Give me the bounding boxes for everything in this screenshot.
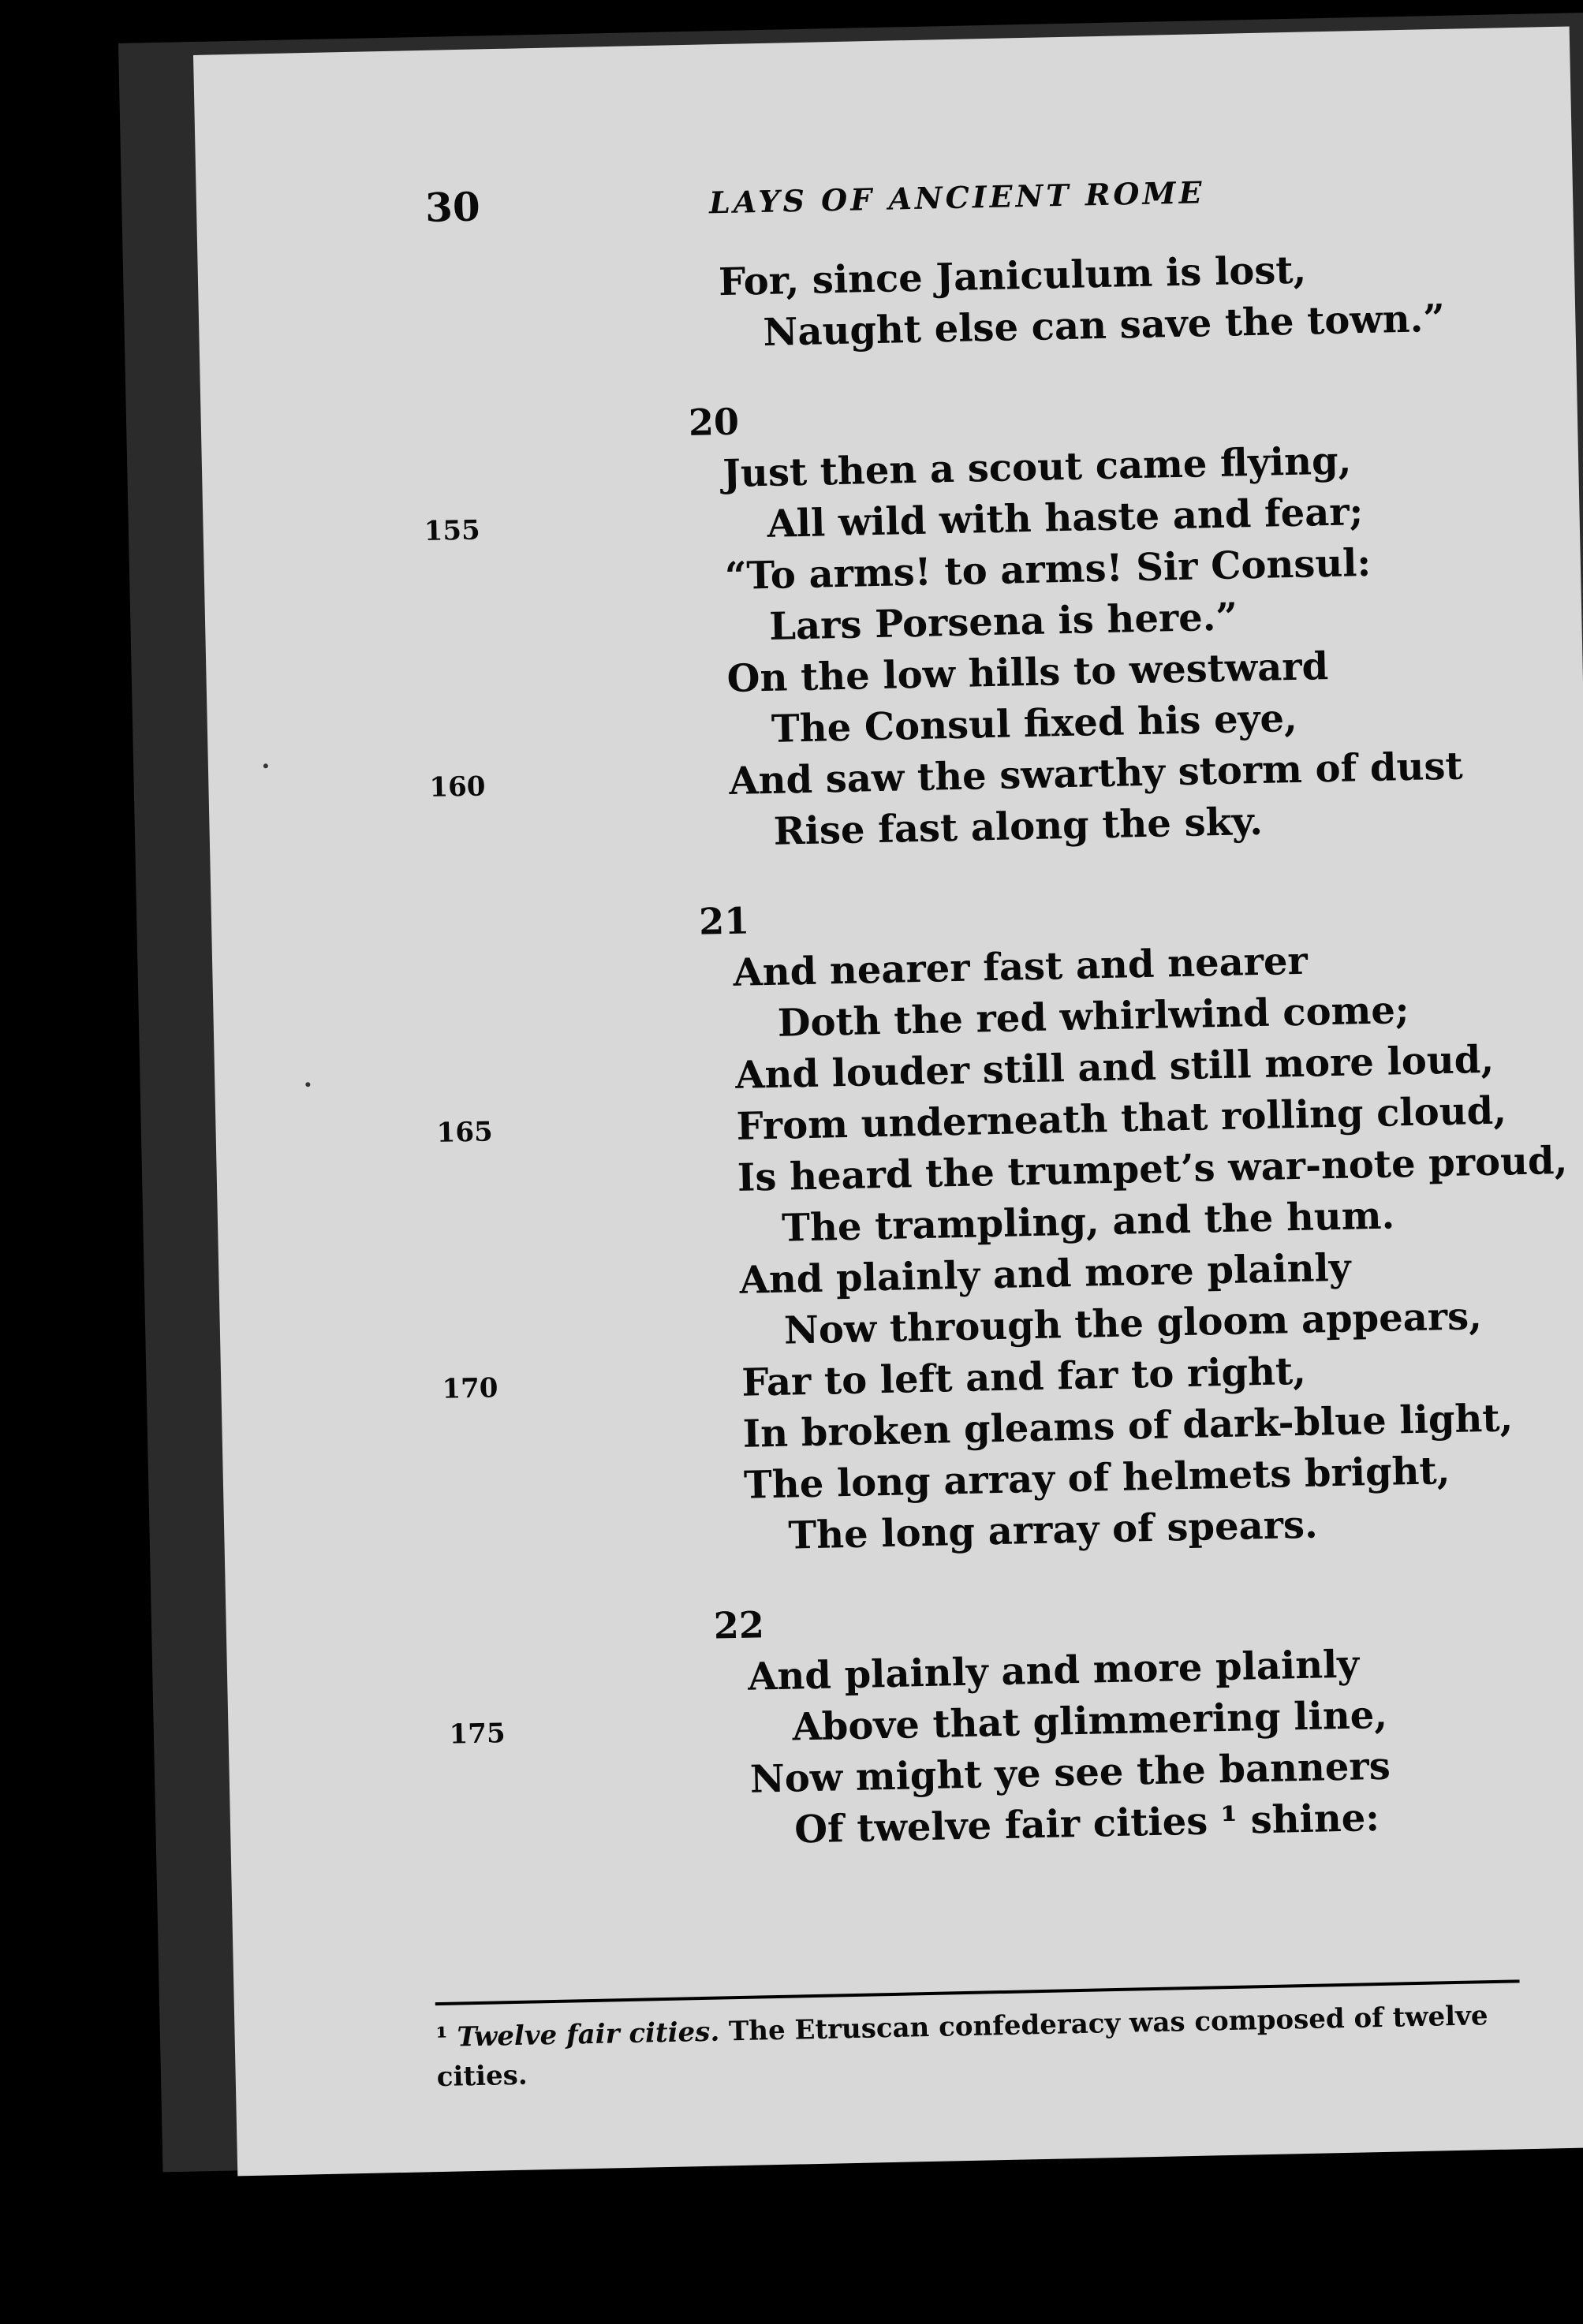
- line-text: Naught else can save the town.”: [762, 296, 1446, 355]
- footnote: [435, 1995, 1525, 2097]
- line-text: “To arms! to arms! Sir Consul:: [724, 540, 1372, 599]
- footnote-term: Twelve fair cities.: [457, 2016, 720, 2054]
- line-text: Now might ye see the banners: [749, 1744, 1391, 1802]
- line-text: And saw the swarthy storm of dust: [728, 744, 1464, 804]
- line-text: For, since Janiculum is lost,: [718, 248, 1307, 305]
- line-text: Rise fast along the sky.: [773, 799, 1264, 854]
- line-text: And plainly and more plainly: [747, 1642, 1360, 1699]
- line-text: Doth the red whirlwind come;: [777, 987, 1410, 1046]
- line-text: Is heard the trumpet’s war-note proud,: [737, 1138, 1568, 1200]
- line-text: And nearer fast and nearer: [732, 938, 1309, 995]
- footnote-text: The Etruscan confederacy was composed of twelve cities.: [436, 2000, 1488, 2094]
- line-number: 170: [442, 1372, 498, 1405]
- line-text: Far to left and far to right,: [741, 1349, 1307, 1405]
- line-text: Above that glimmering line,: [791, 1692, 1388, 1750]
- line-text: From underneath that rolling cloud,: [736, 1088, 1507, 1149]
- stanza-number: 21: [698, 899, 750, 943]
- dust-speck: [263, 763, 268, 768]
- running-title: LAYS OF ANCIENT ROME: [708, 174, 1205, 221]
- line-text: And plainly and more plainly: [739, 1245, 1352, 1303]
- book-page: [193, 26, 1583, 2176]
- stanza-number: 20: [688, 400, 740, 444]
- footnote-marker: ¹: [435, 2021, 449, 2054]
- stanza-number: 22: [713, 1603, 765, 1647]
- line-text: Now through the gloom appears,: [783, 1294, 1483, 1353]
- page-number: 30: [424, 183, 481, 231]
- line-text: Of twelve fair cities ¹ shine:: [793, 1796, 1380, 1852]
- poem-body: [198, 239, 1583, 1867]
- line-text: All wild with haste and fear;: [767, 490, 1364, 546]
- line-text: Lars Porsena is here.”: [768, 595, 1238, 649]
- line-number: 155: [424, 514, 481, 547]
- line-number: 165: [436, 1116, 494, 1149]
- line-text: And louder still and still more loud,: [734, 1037, 1495, 1098]
- line-number: 160: [429, 770, 486, 804]
- line-number: 175: [449, 1718, 506, 1751]
- line-text: On the low hills to westward: [726, 644, 1329, 701]
- dust-speck: [305, 1082, 310, 1087]
- line-text: The trampling, and the hum.: [781, 1193, 1395, 1251]
- line-text: The long array of spears.: [787, 1502, 1319, 1558]
- line-text: The long array of helmets bright,: [743, 1449, 1450, 1508]
- line-text: Just then a scout came flying,: [722, 438, 1352, 497]
- running-head: [196, 160, 1574, 237]
- line-text: The Consul fixed his eye,: [771, 696, 1298, 752]
- line-text: In broken gleams of dark-blue light,: [742, 1396, 1514, 1457]
